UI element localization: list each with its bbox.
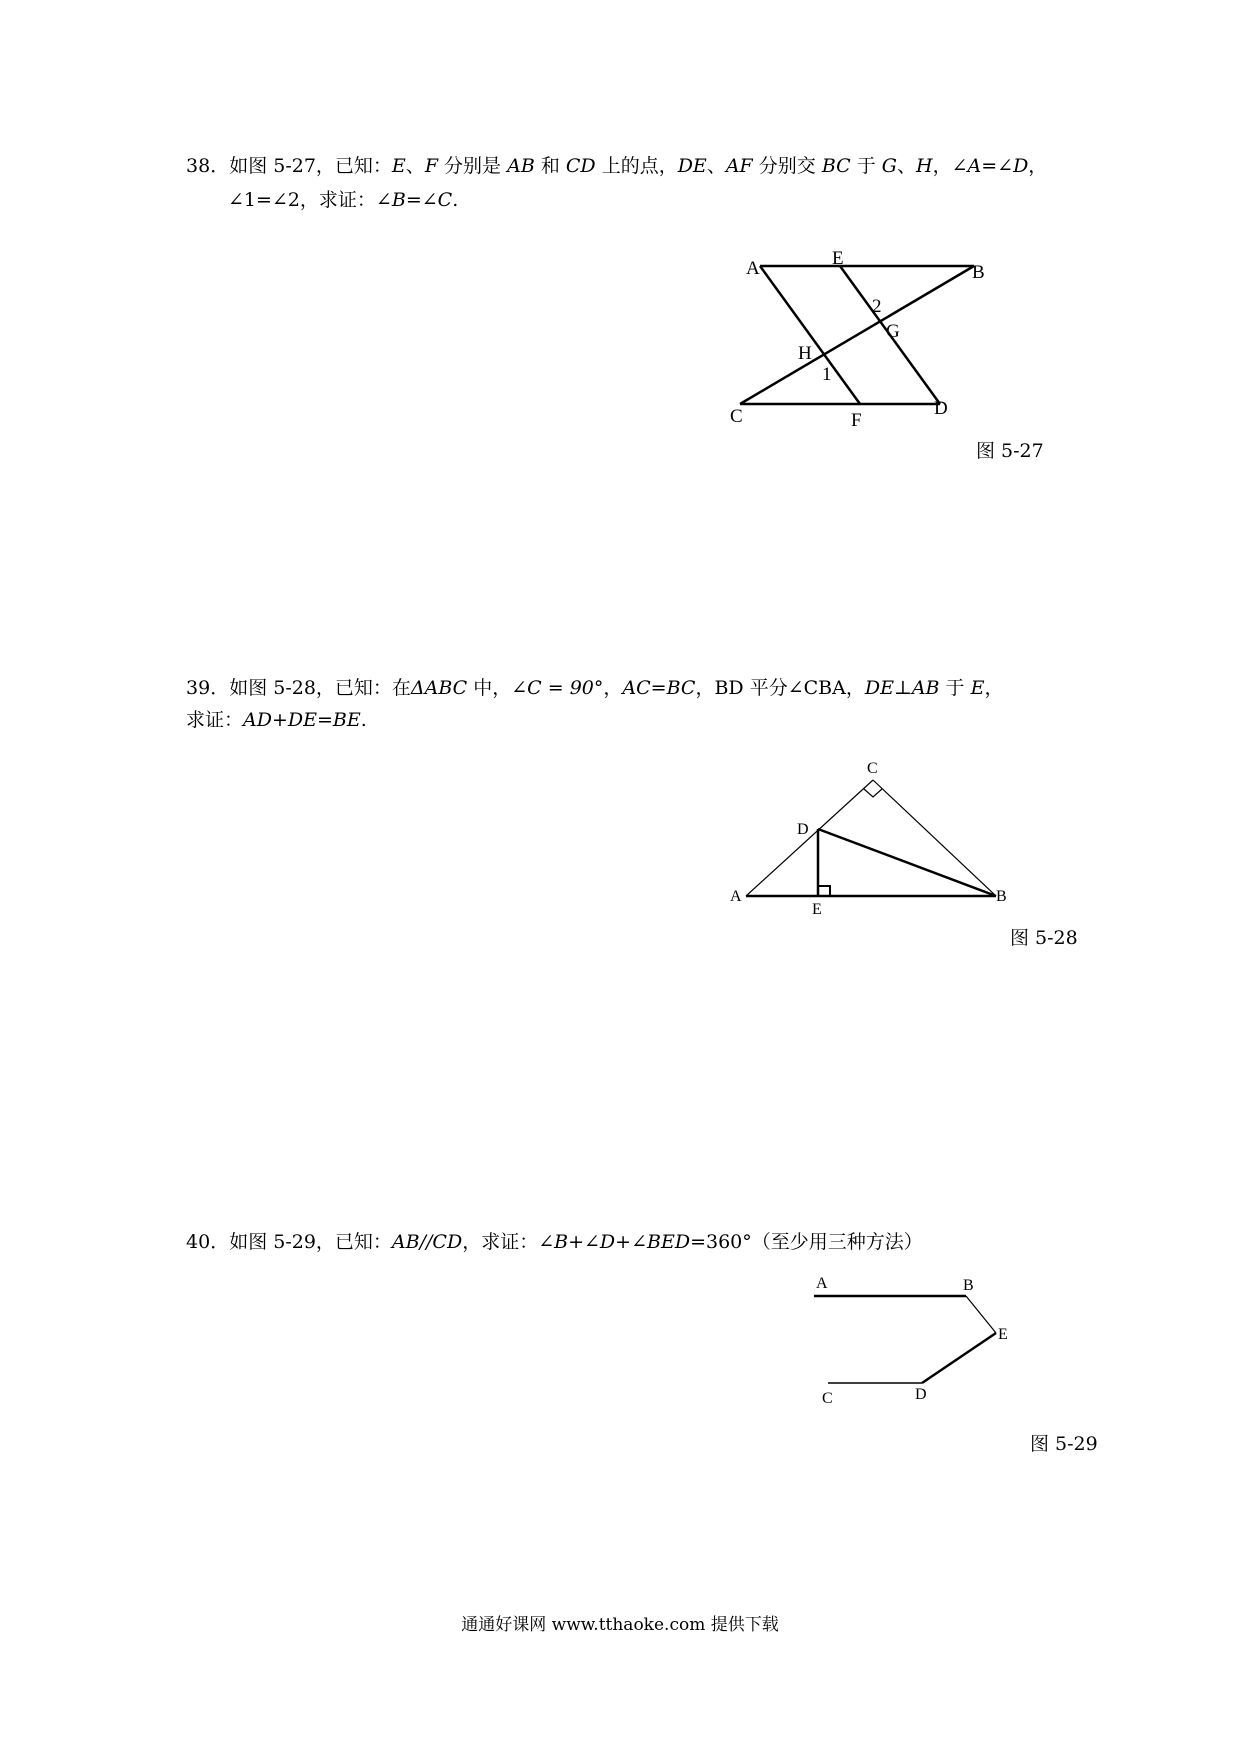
- problem-40-line-1: 40．如图 5-29，已知：AB//CD，求证：∠B+∠D+∠BED=360°（至少用三种方法）: [186, 1231, 923, 1253]
- label-a: A: [816, 1275, 828, 1292]
- caption-5-28: 图 5-28: [1010, 927, 1078, 949]
- page-footer: 通通好课网 www.tthaoke.com 提供下载: [461, 1615, 779, 1635]
- label-d: D: [797, 821, 809, 838]
- label-f: F: [851, 410, 862, 431]
- segment-ed: [922, 1333, 996, 1383]
- segment-be: [966, 1296, 996, 1333]
- problem-39-line-2: 求证：AD+DE=BE.: [186, 709, 367, 731]
- problem-38-line-1: 38．如图 5-27，已知：E、F 分别是 AB 和 CD 上的点，DE、AF 分别交 BC 于 G、H，∠A=∠D，: [186, 155, 1048, 177]
- label-b: B: [996, 888, 1007, 905]
- label-d: D: [934, 398, 948, 419]
- label-b: B: [972, 262, 985, 283]
- label-c: C: [730, 406, 743, 427]
- label-e: E: [998, 1326, 1008, 1343]
- label-b: B: [963, 1277, 974, 1294]
- label-d: D: [915, 1386, 927, 1403]
- label-1: 1: [822, 364, 832, 385]
- label-2: 2: [872, 296, 882, 317]
- label-a: A: [746, 258, 760, 279]
- label-g: G: [886, 321, 900, 342]
- problem-number: 40: [186, 1231, 211, 1253]
- caption-5-29: 图 5-29: [1030, 1433, 1098, 1455]
- label-h: H: [798, 343, 812, 364]
- label-c: C: [867, 760, 878, 777]
- problem-39-line-1: 39．如图 5-28，已知：在ΔABC 中，∠C = 90°，AC=BC，BD 平分∠CBA，DE⊥AB 于 E，: [186, 677, 1004, 699]
- label-c: C: [822, 1390, 833, 1407]
- caption-5-27: 图 5-27: [976, 440, 1044, 462]
- label-a: A: [730, 888, 742, 905]
- problem-number: 38: [186, 155, 211, 177]
- label-e: E: [812, 901, 822, 918]
- problem-38-line-2: ∠1=∠2，求证：∠B=∠C.: [228, 189, 459, 211]
- problem-number: 39: [186, 677, 211, 699]
- label-e: E: [832, 248, 844, 269]
